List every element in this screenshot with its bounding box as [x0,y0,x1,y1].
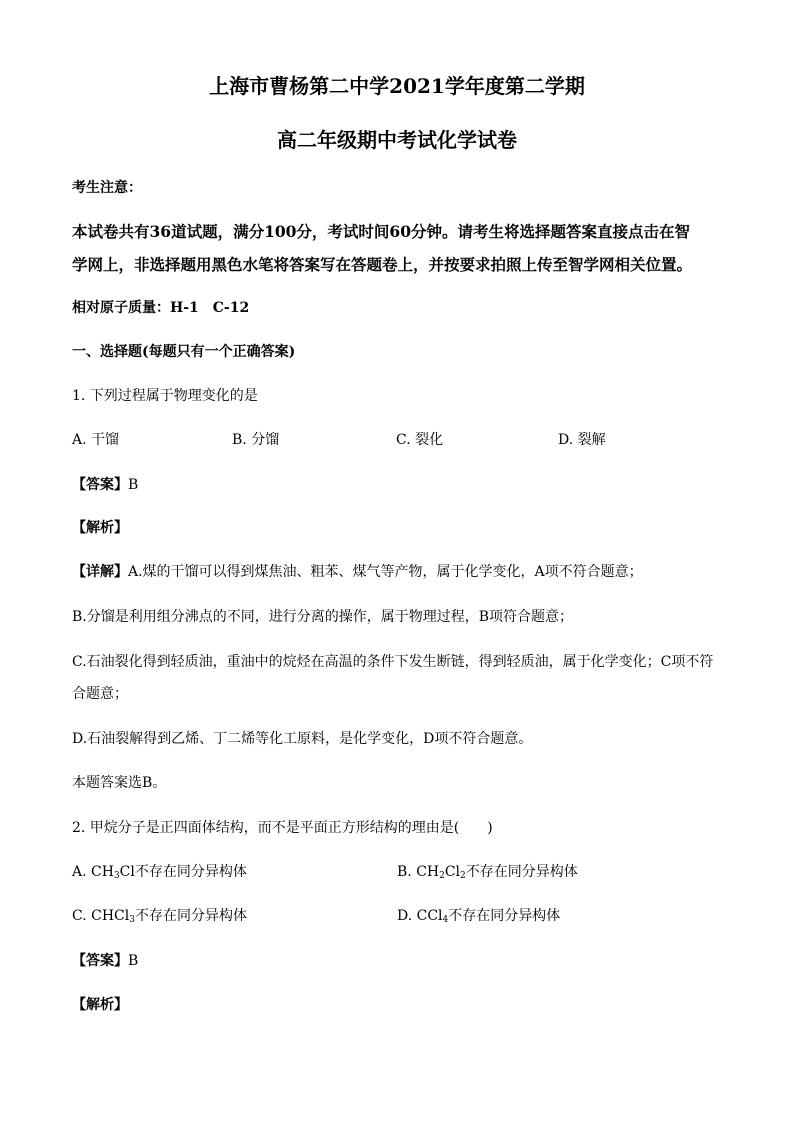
q1-detail-b: B.分馏是利用组分沸点的不同，进行分离的操作，属于物理过程，B项符合题意； [72,609,574,625]
detail-label: 【详解】 [72,564,128,580]
notice-line1: 本试卷共有36道试题，满分100分，考试时间60分钟。请考生将选择题答案直接点击在智 [72,222,690,241]
exam-title-line2: 高二年级期中考试化学试卷 [277,128,517,152]
q2-answer-line [72,951,138,971]
q2-a-formula: A. CH [72,864,114,880]
q2-option-a [72,862,247,882]
q1-detail-a [72,562,643,582]
section-heading: 一、选择题(每题只有一个正确答案) [72,344,296,360]
q2-option-b [397,862,578,882]
answer-label: 【答案】 [72,477,128,493]
q2-d-formula: D. CCl [397,908,443,924]
q1-detail-c2: 合题意； [72,686,128,702]
detail-a-text: A.煤的干馏可以得到煤焦油、粗苯、煤气等产物，属于化学变化，A项不符合题意； [128,564,643,580]
question-2-stem: 2. 甲烷分子是正四面体结构，而不是平面正方形结构的理由是( ) [72,820,493,836]
q2-a-sub: 3 [113,871,120,881]
answer-value: B [128,953,139,969]
q2-c-text: 不存在同分异构体 [134,908,247,924]
q2-c-sub: 3 [129,915,135,925]
q1-option-d: D. 裂解 [558,432,606,448]
q2-b-formula: B. CH [397,864,440,880]
q1-conclusion: 本题答案选B。 [72,775,167,791]
q2-b-sub1: 2 [439,871,445,881]
answer-value: B [128,477,139,493]
q1-detail-c1: C.石油裂化得到轻质油，重油中的烷烃在高温的条件下发生断链，得到轻质油，属于化学变化；C项不符 [72,654,714,670]
q2-a-text: Cl不存在同分异构体 [119,864,247,880]
q2-analysis-label: 【解析】 [72,997,128,1013]
q2-c-formula: C. CHCl [72,908,130,924]
q1-analysis-label: 【解析】 [72,520,128,536]
q2-b-mid: Cl [444,864,461,880]
q1-option-a: A. 干馏 [72,432,120,448]
q2-d-text: 不存在同分异构体 [448,908,561,924]
answer-label: 【答案】 [72,953,128,969]
atomic-mass-note: 相对原子质量：H-1 C-12 [72,300,250,316]
q2-option-c [72,906,247,926]
notice-line2: 学网上，非选择题用黑色水笔将答案写在答题卷上，并按要求拍照上传至智学网相关位置。 [72,255,693,274]
question-1-stem: 1. 下列过程属于物理变化的是 [72,388,258,404]
q2-option-d [397,906,560,926]
q1-detail-d: D.石油裂解得到乙烯、丁二烯等化工原料，是化学变化，D项不符合题意。 [72,731,533,747]
exam-title-line1: 上海市曹杨第二中学2021学年度第二学期 [209,74,585,98]
q1-answer-line [72,475,138,495]
q1-option-c: C. 裂化 [396,432,444,448]
q2-b-sub2: 2 [460,871,466,881]
notice-heading: 考生注意： [72,180,142,196]
q1-option-b: B. 分馏 [232,432,280,448]
q2-b-text: 不存在同分异构体 [465,864,578,880]
q2-d-sub: 4 [442,915,449,925]
